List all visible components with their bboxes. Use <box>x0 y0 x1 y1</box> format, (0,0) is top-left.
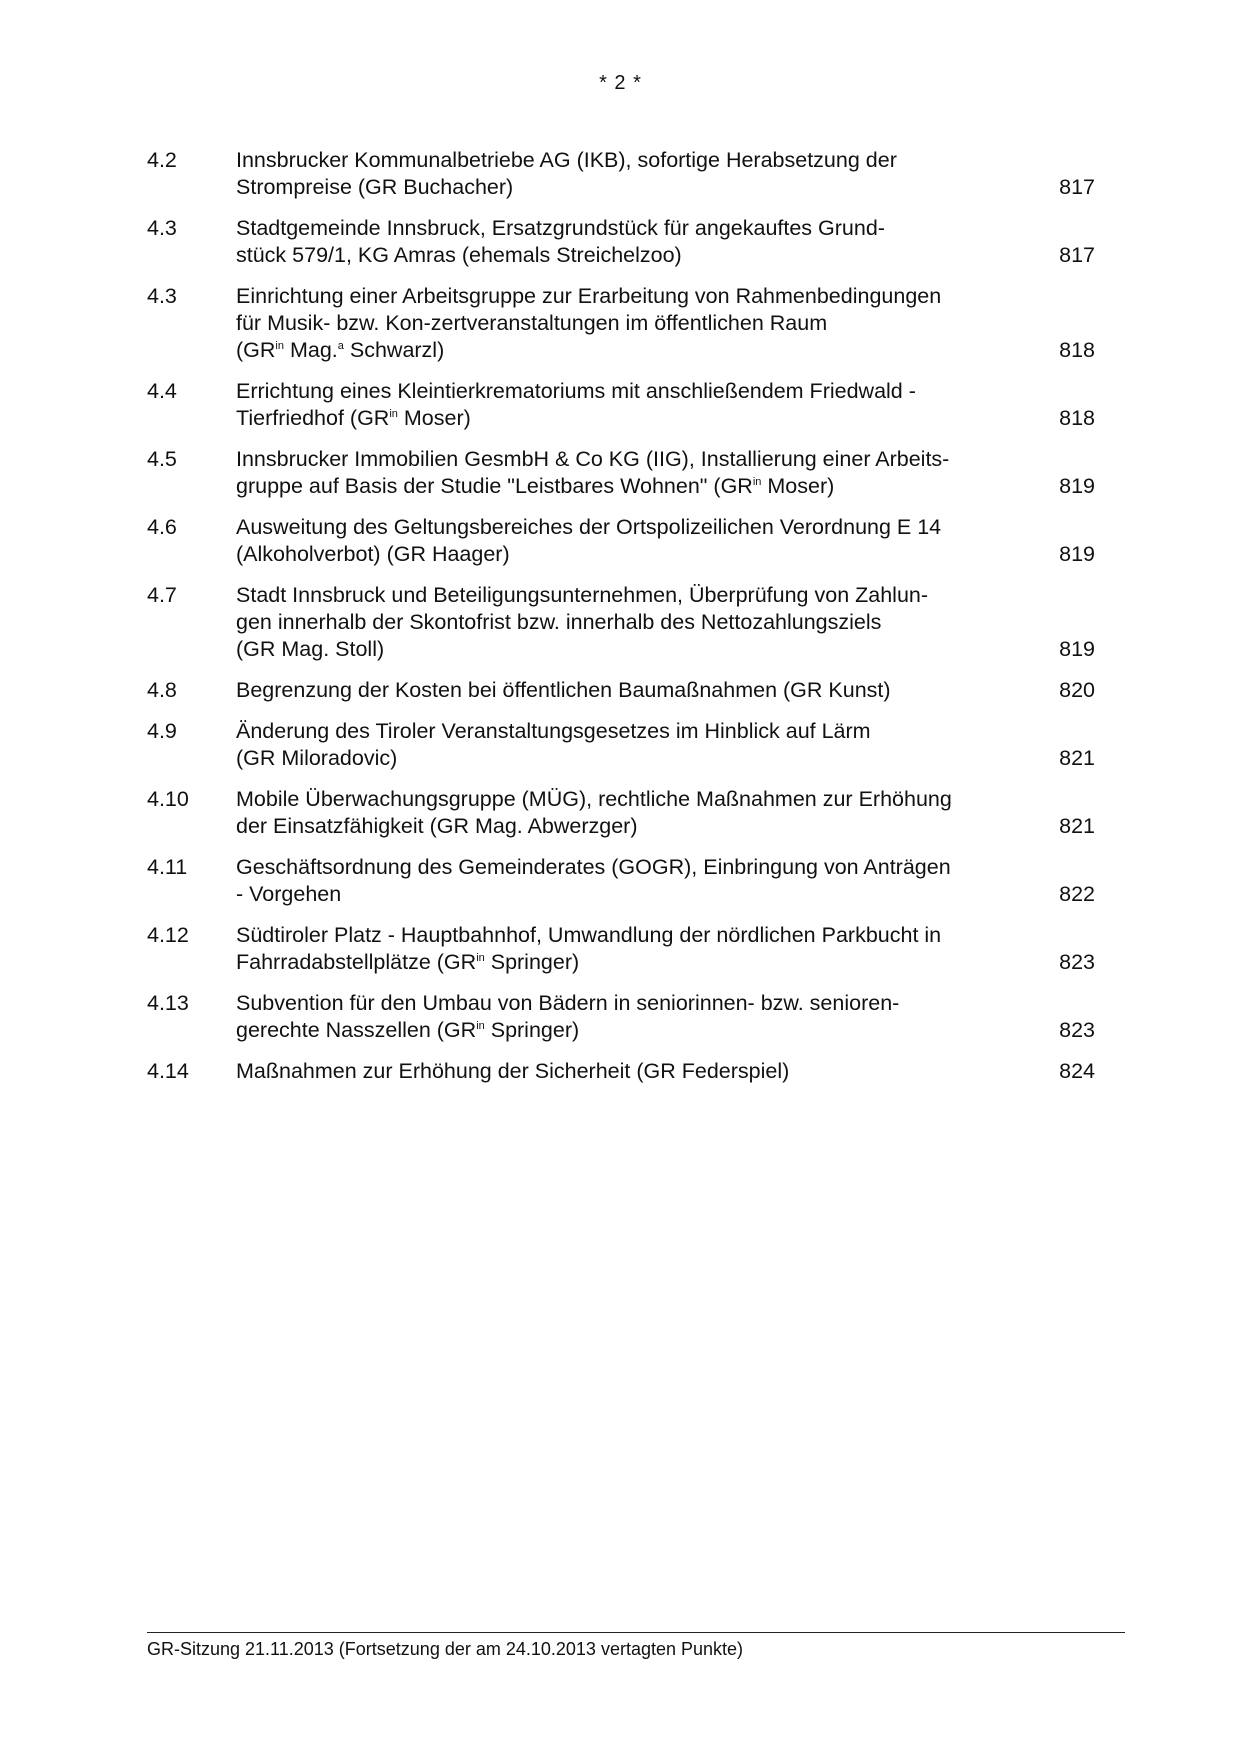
title-text: Südtiroler Platz - Hauptbahnhof, Umwandlung der nördlichen Parkbucht in <box>236 923 942 947</box>
toc-entry-number: 4.11 <box>147 855 188 879</box>
title-text: Maßnahmen zur Erhöhung der Sicherheit (GR Federspiel) <box>236 1059 790 1083</box>
title-text: Tierfriedhof (GR <box>236 406 390 430</box>
toc-entry-title-line <box>236 215 1006 242</box>
toc-entry-title-line <box>236 337 1006 364</box>
toc-entry-number: 4.14 <box>147 1059 189 1083</box>
toc-entry-title-line <box>236 881 1006 908</box>
toc-entry-title <box>236 582 1006 663</box>
title-superscript: in <box>476 1020 485 1032</box>
toc-entry-title-line <box>236 636 1006 663</box>
toc-entry-title <box>236 446 1006 500</box>
toc-entry <box>147 283 1095 364</box>
toc-entry-title <box>236 786 1006 840</box>
toc-entry-title-line <box>236 813 1006 840</box>
title-superscript: in <box>476 952 485 964</box>
title-text: (Alkoholverbot) (GR Haager) <box>236 542 510 566</box>
title-text: Änderung des Tiroler Veranstaltungsgesetzes im Hinblick auf Lärm <box>236 719 871 743</box>
toc-entry-title-line <box>236 949 1006 976</box>
toc-entry-title <box>236 990 1006 1044</box>
toc-entry-title-line <box>236 147 1006 174</box>
title-superscript: a <box>337 340 344 352</box>
title-text: Springer) <box>484 950 580 974</box>
toc-entry <box>147 922 1095 976</box>
toc-entry-title-line <box>236 446 1006 473</box>
toc-entry-page: 819 <box>1059 637 1095 661</box>
title-text: (GR <box>236 338 276 362</box>
footer-text: GR-Sitzung 21.11.2013 (Fortsetzung der am 24.10.2013 vertagten Punkte) <box>147 1639 744 1659</box>
title-text: Innsbrucker Immobilien GesmbH & Co KG (IIG), Installierung einer Arbeits- <box>236 447 950 471</box>
toc-entry-title <box>236 677 1006 704</box>
footer-divider <box>147 1632 1125 1633</box>
title-text: Geschäftsordnung des Gemeinderates (GOGR), Einbringung von Anträgen <box>236 855 951 879</box>
toc-entry-title <box>236 718 1006 772</box>
title-text: Mag. <box>283 338 338 362</box>
toc-entry-page: 818 <box>1059 406 1095 430</box>
toc-entry-page: 819 <box>1059 542 1095 566</box>
toc-entry-title <box>236 215 1006 269</box>
toc-entry-title <box>236 1058 1006 1085</box>
toc-entry <box>147 514 1095 568</box>
toc-entry-title <box>236 514 1006 568</box>
toc-entry-page: 821 <box>1059 814 1095 838</box>
toc-entry-number: 4.3 <box>147 216 177 240</box>
toc-entry-title-line <box>236 609 1006 636</box>
title-text: Einrichtung einer Arbeitsgruppe zur Erarbeitung von Rahmenbedingungen <box>236 284 942 308</box>
toc-entry-number: 4.12 <box>147 923 189 947</box>
title-text: Innsbrucker Kommunalbetriebe AG (IKB), sofortige Herabsetzung der <box>236 148 897 172</box>
toc-entry-number: 4.5 <box>147 447 177 471</box>
title-text: (GR Mag. Stoll) <box>236 637 385 661</box>
title-text: (GR Miloradovic) <box>236 746 398 770</box>
title-text: Begrenzung der Kosten bei öffentlichen Baumaßnahmen (GR Kunst) <box>236 678 891 702</box>
toc-entry-title-line <box>236 922 1006 949</box>
title-text: Mobile Überwachungsgruppe (MÜG), rechtliche Maßnahmen zur Erhöhung <box>236 787 952 811</box>
title-text: Stadt Innsbruck und Beteiligungsunternehmen, Überprüfung von Zahlun- <box>236 583 929 607</box>
toc-entry <box>147 990 1095 1044</box>
toc-entry-title-line <box>236 1058 1006 1085</box>
toc-entry-title-line <box>236 514 1006 541</box>
toc-entry-number: 4.2 <box>147 148 177 172</box>
toc-entry-title-line <box>236 242 1006 269</box>
toc-entry-number: 4.9 <box>147 719 177 743</box>
toc-entry-title <box>236 922 1006 976</box>
toc-entry-page: 823 <box>1059 1018 1095 1042</box>
toc-entry-title-line <box>236 174 1006 201</box>
toc-entry <box>147 378 1095 432</box>
toc-entry-title-line <box>236 677 1006 704</box>
toc-entry <box>147 582 1095 663</box>
toc-entry-page: 818 <box>1059 338 1095 362</box>
title-text: Moser) <box>397 406 471 430</box>
toc-entry-title-line <box>236 473 1006 500</box>
toc-entry-page: 823 <box>1059 950 1095 974</box>
toc-entry <box>147 854 1095 908</box>
toc-entry-number: 4.10 <box>147 787 189 811</box>
title-text: Ausweitung des Geltungsbereiches der Ortspolizeilichen Verordnung E 14 <box>236 515 942 539</box>
title-text: für Musik- bzw. Kon-zertveranstaltungen im öffentlichen Raum <box>236 311 828 335</box>
title-superscript: in <box>389 408 398 420</box>
title-text: Strompreise (GR Buchacher) <box>236 175 514 199</box>
toc-entry-title-line <box>236 541 1006 568</box>
toc-entry <box>147 147 1095 201</box>
toc-entry <box>147 677 1095 704</box>
title-text: Moser) <box>761 474 835 498</box>
toc-entry-number: 4.13 <box>147 991 189 1015</box>
toc-entry-page: 824 <box>1059 1059 1095 1083</box>
toc-entry-page: 820 <box>1059 678 1095 702</box>
toc-entry-title <box>236 147 1006 201</box>
title-text: der Einsatzfähigkeit (GR Mag. Abwerzger) <box>236 814 638 838</box>
title-text: Fahrradabstellplätze (GR <box>236 950 477 974</box>
toc-entry-title-line <box>236 786 1006 813</box>
title-text: - Vorgehen <box>236 882 342 906</box>
toc-entry-number: 4.8 <box>147 678 177 702</box>
title-text: Schwarzl) <box>343 338 445 362</box>
toc-entry-title <box>236 854 1006 908</box>
toc-entry-number: 4.4 <box>147 379 177 403</box>
toc-entry <box>147 718 1095 772</box>
title-text: Stadtgemeinde Innsbruck, Ersatzgrundstück für angekauftes Grund- <box>236 216 885 240</box>
toc-entry-title-line <box>236 283 1006 310</box>
title-text: Subvention für den Umbau von Bädern in seniorinnen- bzw. senioren- <box>236 991 900 1015</box>
toc-entry-page: 817 <box>1059 243 1095 267</box>
toc-entry <box>147 446 1095 500</box>
toc-entry-title-line <box>236 310 1006 337</box>
toc-entry-title-line <box>236 990 1006 1017</box>
toc-entry-page: 821 <box>1059 746 1095 770</box>
toc-entry-title-line <box>236 745 1006 772</box>
toc-entry-number: 4.3 <box>147 284 177 308</box>
toc-entry-number: 4.6 <box>147 515 177 539</box>
toc-entry-title-line <box>236 718 1006 745</box>
title-text: Springer) <box>484 1018 580 1042</box>
toc-entry-title-line <box>236 854 1006 881</box>
title-superscript: in <box>275 340 284 352</box>
toc-entry-page: 817 <box>1059 175 1095 199</box>
toc-entry-page: 819 <box>1059 474 1095 498</box>
title-text: gruppe auf Basis der Studie "Leistbares Wohnen" (GR <box>236 474 753 498</box>
toc-entry-title-line <box>236 1017 1006 1044</box>
title-superscript: in <box>752 476 762 488</box>
toc-entry <box>147 786 1095 840</box>
page-number: * 2 * <box>599 72 642 94</box>
toc-entry <box>147 215 1095 269</box>
toc-entry-title-line <box>236 582 1006 609</box>
toc-entry-title <box>236 378 1006 432</box>
toc-entry-number: 4.7 <box>147 583 177 607</box>
title-text: gen innerhalb der Skontofrist bzw. innerhalb des Nettozahlungsziels <box>236 610 882 634</box>
toc-entry-title <box>236 283 1006 364</box>
title-text: gerechte Nasszellen (GR <box>236 1018 477 1042</box>
toc-entry-title-line <box>236 378 1006 405</box>
title-text: stück 579/1, KG Amras (ehemals Streichelzoo) <box>236 243 682 267</box>
toc-entry <box>147 1058 1095 1085</box>
toc-entry-title-line <box>236 405 1006 432</box>
toc-entry-page: 822 <box>1059 882 1095 906</box>
title-text: Errichtung eines Kleintierkrematoriums mit anschließendem Friedwald - <box>236 379 916 403</box>
table-of-contents <box>147 147 1095 1099</box>
